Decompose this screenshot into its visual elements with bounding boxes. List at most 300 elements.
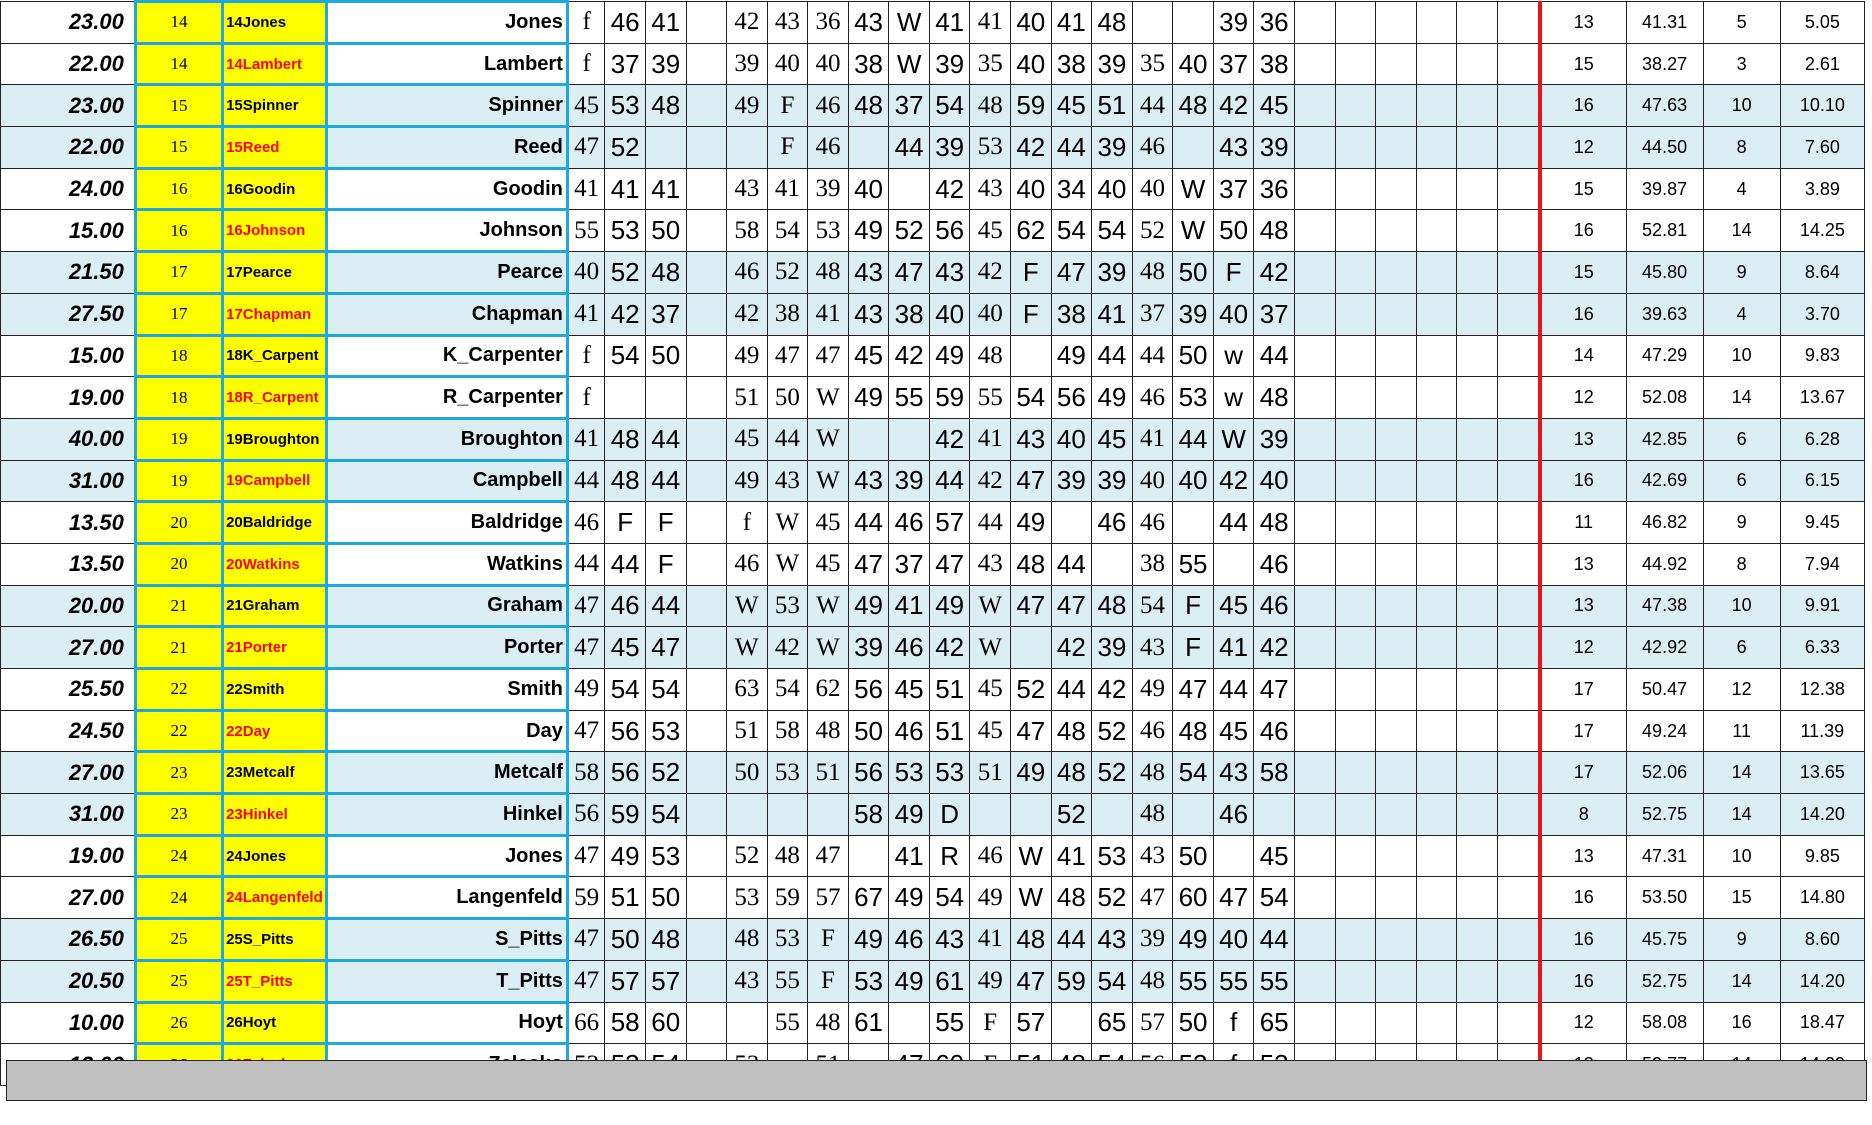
index-cell[interactable]: 14.80 (1780, 877, 1864, 919)
rank-cell[interactable]: 9 (1703, 252, 1780, 294)
score-cell[interactable] (1335, 43, 1376, 85)
player-code-cell[interactable]: 14Jones (223, 2, 326, 44)
score-cell[interactable]: 57 (808, 877, 849, 919)
score-cell[interactable] (1335, 460, 1376, 502)
score-cell[interactable] (686, 710, 727, 752)
rank-cell[interactable]: 6 (1703, 627, 1780, 669)
score-cell[interactable] (1173, 794, 1214, 836)
score-cell[interactable]: 40 (1213, 919, 1254, 961)
score-cell[interactable]: 46 (808, 85, 849, 127)
handicap-cell[interactable]: 22.00 (1, 127, 136, 169)
score-cell[interactable]: 58 (605, 1002, 646, 1044)
score-cell[interactable] (1416, 127, 1457, 169)
player-code-cell[interactable]: 14Lambert (223, 43, 326, 85)
average-cell[interactable]: 42.92 (1626, 627, 1703, 669)
score-cell[interactable] (686, 335, 727, 377)
score-cell[interactable]: 53 (929, 752, 970, 794)
score-cell[interactable]: 59 (605, 794, 646, 836)
score-cell[interactable]: 43 (1213, 127, 1254, 169)
score-cell[interactable] (1416, 293, 1457, 335)
score-cell[interactable] (645, 127, 686, 169)
score-cell[interactable] (1497, 835, 1540, 877)
score-cell[interactable]: 48 (1011, 919, 1052, 961)
average-cell[interactable]: 44.92 (1626, 543, 1703, 585)
score-cell[interactable]: 65 (1254, 1002, 1295, 1044)
score-cell[interactable]: 49 (727, 460, 768, 502)
player-name-cell[interactable]: Chapman (326, 293, 567, 335)
score-cell[interactable] (1497, 585, 1540, 627)
score-cell[interactable] (1173, 502, 1214, 544)
score-cell[interactable]: 51 (929, 669, 970, 711)
score-cell[interactable]: 47 (889, 252, 930, 294)
score-cell[interactable]: 39 (1254, 127, 1295, 169)
score-cell[interactable]: 53 (889, 752, 930, 794)
score-cell[interactable] (1294, 210, 1335, 252)
index-cell[interactable]: 5.05 (1780, 2, 1864, 44)
player-name-cell[interactable]: Porter (326, 627, 567, 669)
score-cell[interactable]: 54 (1173, 752, 1214, 794)
score-cell[interactable]: 55 (889, 377, 930, 419)
score-cell[interactable]: 49 (727, 335, 768, 377)
index-cell[interactable]: 13.65 (1780, 752, 1864, 794)
score-cell[interactable] (1335, 835, 1376, 877)
player-name-cell[interactable]: Pearce (326, 252, 567, 294)
score-cell[interactable]: 54 (767, 669, 808, 711)
score-cell[interactable]: 44 (1213, 502, 1254, 544)
score-cell[interactable] (1457, 418, 1498, 460)
score-cell[interactable]: f (567, 377, 605, 419)
score-cell[interactable]: 49 (1092, 377, 1133, 419)
score-cell[interactable]: 42 (767, 627, 808, 669)
score-cell[interactable]: 49 (1011, 502, 1052, 544)
average-cell[interactable]: 44.50 (1626, 127, 1703, 169)
score-cell[interactable]: 54 (929, 877, 970, 919)
rank-cell[interactable]: 16 (1703, 1002, 1780, 1044)
score-cell[interactable]: 50 (1173, 335, 1214, 377)
player-code-cell[interactable]: 16Goodin (223, 168, 326, 210)
score-cell[interactable]: 40 (1173, 43, 1214, 85)
score-cell[interactable]: 48 (808, 710, 849, 752)
score-cell[interactable]: 39 (929, 43, 970, 85)
score-cell[interactable]: 41 (808, 293, 849, 335)
score-cell[interactable] (1457, 335, 1498, 377)
average-cell[interactable]: 46.82 (1626, 502, 1703, 544)
score-cell[interactable]: 49 (848, 919, 889, 961)
score-cell[interactable]: W (1173, 210, 1214, 252)
score-cell[interactable]: W (767, 502, 808, 544)
player-code-cell[interactable]: 15Reed (223, 127, 326, 169)
player-code-cell[interactable]: 21Porter (223, 627, 326, 669)
team-number-cell[interactable]: 22 (135, 669, 222, 711)
team-number-cell[interactable]: 18 (135, 335, 222, 377)
rounds-played-cell[interactable]: 12 (1540, 127, 1626, 169)
score-cell[interactable]: 43 (848, 460, 889, 502)
score-cell[interactable] (1497, 752, 1540, 794)
score-cell[interactable]: W (970, 585, 1011, 627)
score-cell[interactable] (1457, 127, 1498, 169)
score-cell[interactable] (686, 627, 727, 669)
score-cell[interactable]: 47 (808, 835, 849, 877)
score-cell[interactable]: 44 (1092, 335, 1133, 377)
rank-cell[interactable]: 10 (1703, 835, 1780, 877)
score-cell[interactable]: 44 (1254, 335, 1295, 377)
score-cell[interactable]: 40 (1051, 418, 1092, 460)
score-cell[interactable]: W (767, 543, 808, 585)
score-cell[interactable]: 51 (929, 710, 970, 752)
handicap-cell[interactable]: 24.00 (1, 168, 136, 210)
score-cell[interactable]: 50 (1213, 210, 1254, 252)
player-name-cell[interactable]: K_Carpenter (326, 335, 567, 377)
score-cell[interactable] (1457, 543, 1498, 585)
index-cell[interactable]: 6.15 (1780, 460, 1864, 502)
score-cell[interactable]: 52 (1092, 752, 1133, 794)
score-cell[interactable]: 45 (970, 210, 1011, 252)
score-cell[interactable] (1457, 960, 1498, 1002)
score-cell[interactable]: 47 (567, 627, 605, 669)
player-code-cell[interactable]: 24Jones (223, 835, 326, 877)
score-cell[interactable]: W (727, 585, 768, 627)
score-cell[interactable]: F (767, 127, 808, 169)
score-cell[interactable] (1294, 543, 1335, 585)
score-cell[interactable]: 53 (808, 210, 849, 252)
average-cell[interactable]: 52.75 (1626, 960, 1703, 1002)
score-cell[interactable] (1457, 1002, 1498, 1044)
score-cell[interactable] (1376, 752, 1417, 794)
handicap-cell[interactable]: 15.00 (1, 335, 136, 377)
score-cell[interactable] (1294, 794, 1335, 836)
score-cell[interactable]: 54 (767, 210, 808, 252)
score-cell[interactable]: 54 (1092, 960, 1133, 1002)
score-cell[interactable] (1335, 585, 1376, 627)
score-cell[interactable]: 58 (767, 710, 808, 752)
score-cell[interactable]: 53 (605, 85, 646, 127)
score-cell[interactable]: 48 (970, 335, 1011, 377)
team-number-cell[interactable]: 23 (135, 752, 222, 794)
score-cell[interactable]: 47 (1011, 960, 1052, 1002)
score-cell[interactable] (686, 543, 727, 585)
score-cell[interactable] (1294, 43, 1335, 85)
score-cell[interactable] (1376, 794, 1417, 836)
score-cell[interactable]: 48 (645, 252, 686, 294)
score-cell[interactable]: 50 (727, 752, 768, 794)
player-name-cell[interactable]: Hinkel (326, 794, 567, 836)
score-cell[interactable]: 40 (1132, 168, 1173, 210)
score-cell[interactable] (1294, 752, 1335, 794)
player-name-cell[interactable]: Lambert (326, 43, 567, 85)
score-cell[interactable]: 39 (1092, 43, 1133, 85)
index-cell[interactable]: 2.61 (1780, 43, 1864, 85)
rounds-played-cell[interactable]: 13 (1540, 418, 1626, 460)
score-cell[interactable] (1416, 43, 1457, 85)
score-cell[interactable]: 49 (1132, 669, 1173, 711)
score-cell[interactable]: 47 (1132, 877, 1173, 919)
index-cell[interactable]: 9.85 (1780, 835, 1864, 877)
score-cell[interactable]: 43 (1213, 752, 1254, 794)
score-cell[interactable]: 42 (1254, 252, 1295, 294)
score-cell[interactable] (1457, 502, 1498, 544)
score-cell[interactable]: 46 (605, 585, 646, 627)
score-cell[interactable]: 56 (848, 752, 889, 794)
team-number-cell[interactable]: 20 (135, 543, 222, 585)
average-cell[interactable]: 47.29 (1626, 335, 1703, 377)
player-code-cell[interactable]: 19Broughton (223, 418, 326, 460)
score-cell[interactable] (1416, 210, 1457, 252)
score-cell[interactable]: 37 (1132, 293, 1173, 335)
score-cell[interactable]: 47 (1011, 585, 1052, 627)
score-cell[interactable]: 43 (1011, 418, 1052, 460)
rank-cell[interactable]: 8 (1703, 543, 1780, 585)
score-cell[interactable]: 45 (1092, 418, 1133, 460)
rank-cell[interactable]: 5 (1703, 2, 1780, 44)
handicap-cell[interactable]: 27.50 (1, 293, 136, 335)
average-cell[interactable]: 50.47 (1626, 669, 1703, 711)
score-cell[interactable]: W (808, 585, 849, 627)
player-code-cell[interactable]: 23Hinkel (223, 794, 326, 836)
team-number-cell[interactable]: 22 (135, 710, 222, 752)
score-cell[interactable]: 44 (848, 502, 889, 544)
score-cell[interactable] (1335, 877, 1376, 919)
handicap-cell[interactable]: 27.00 (1, 877, 136, 919)
score-cell[interactable] (1294, 293, 1335, 335)
score-cell[interactable] (1376, 168, 1417, 210)
score-cell[interactable]: W (1011, 877, 1052, 919)
score-cell[interactable] (889, 418, 930, 460)
score-cell[interactable] (1416, 502, 1457, 544)
player-code-cell[interactable]: 18K_Carpent (223, 335, 326, 377)
rank-cell[interactable]: 10 (1703, 85, 1780, 127)
score-cell[interactable]: 56 (605, 752, 646, 794)
rank-cell[interactable]: 4 (1703, 168, 1780, 210)
score-cell[interactable] (1497, 669, 1540, 711)
score-cell[interactable] (1294, 710, 1335, 752)
score-cell[interactable] (1376, 43, 1417, 85)
score-cell[interactable] (1497, 293, 1540, 335)
score-cell[interactable] (1457, 877, 1498, 919)
handicap-cell[interactable]: 21.50 (1, 252, 136, 294)
score-cell[interactable]: 45 (808, 502, 849, 544)
rounds-played-cell[interactable]: 13 (1540, 585, 1626, 627)
score-cell[interactable]: 47 (567, 585, 605, 627)
score-cell[interactable]: 44 (889, 127, 930, 169)
score-cell[interactable]: 51 (808, 752, 849, 794)
handicap-cell[interactable]: 40.00 (1, 418, 136, 460)
rank-cell[interactable]: 9 (1703, 919, 1780, 961)
score-cell[interactable]: 47 (1011, 460, 1052, 502)
score-cell[interactable]: 44 (1051, 127, 1092, 169)
score-cell[interactable] (1294, 85, 1335, 127)
score-cell[interactable]: 62 (1011, 210, 1052, 252)
score-cell[interactable]: 57 (929, 502, 970, 544)
score-cell[interactable] (686, 127, 727, 169)
score-cell[interactable]: 46 (889, 919, 930, 961)
average-cell[interactable]: 52.06 (1626, 752, 1703, 794)
score-cell[interactable] (727, 127, 768, 169)
score-cell[interactable]: 45 (808, 543, 849, 585)
score-cell[interactable] (848, 835, 889, 877)
score-cell[interactable]: 61 (848, 1002, 889, 1044)
score-cell[interactable]: 52 (767, 252, 808, 294)
score-cell[interactable]: W (1011, 835, 1052, 877)
score-cell[interactable]: 46 (1132, 710, 1173, 752)
team-number-cell[interactable]: 26 (135, 1002, 222, 1044)
score-cell[interactable]: 42 (727, 2, 768, 44)
score-cell[interactable]: 50 (1173, 252, 1214, 294)
score-cell[interactable] (848, 127, 889, 169)
rounds-played-cell[interactable]: 8 (1540, 794, 1626, 836)
score-cell[interactable]: F (1173, 627, 1214, 669)
score-cell[interactable] (889, 168, 930, 210)
score-cell[interactable]: 35 (1132, 43, 1173, 85)
score-cell[interactable]: 46 (970, 835, 1011, 877)
score-cell[interactable]: 53 (848, 960, 889, 1002)
average-cell[interactable]: 42.85 (1626, 418, 1703, 460)
score-cell[interactable]: R (929, 835, 970, 877)
score-cell[interactable] (1416, 752, 1457, 794)
score-cell[interactable]: W (889, 43, 930, 85)
score-cell[interactable]: W (808, 460, 849, 502)
score-cell[interactable] (1416, 794, 1457, 836)
score-cell[interactable] (1335, 1002, 1376, 1044)
score-cell[interactable]: 42 (1011, 127, 1052, 169)
score-cell[interactable]: 47 (808, 335, 849, 377)
average-cell[interactable]: 47.63 (1626, 85, 1703, 127)
score-cell[interactable]: 54 (1092, 210, 1133, 252)
score-cell[interactable] (1416, 585, 1457, 627)
score-cell[interactable] (808, 794, 849, 836)
player-code-cell[interactable]: 20Watkins (223, 543, 326, 585)
score-cell[interactable]: 47 (1051, 585, 1092, 627)
score-cell[interactable]: 45 (1051, 85, 1092, 127)
score-cell[interactable]: 43 (1132, 835, 1173, 877)
score-cell[interactable]: 39 (1213, 2, 1254, 44)
score-cell[interactable]: 39 (929, 127, 970, 169)
score-cell[interactable]: 47 (645, 627, 686, 669)
score-cell[interactable] (1213, 543, 1254, 585)
rounds-played-cell[interactable]: 12 (1540, 1002, 1626, 1044)
score-cell[interactable] (686, 252, 727, 294)
score-cell[interactable] (1092, 543, 1133, 585)
rank-cell[interactable]: 14 (1703, 794, 1780, 836)
score-cell[interactable]: 42 (929, 418, 970, 460)
score-cell[interactable]: 53 (645, 835, 686, 877)
score-cell[interactable] (1294, 168, 1335, 210)
index-cell[interactable]: 9.91 (1780, 585, 1864, 627)
score-cell[interactable]: 40 (1092, 168, 1133, 210)
score-cell[interactable]: 40 (848, 168, 889, 210)
score-cell[interactable] (686, 210, 727, 252)
score-cell[interactable] (1497, 43, 1540, 85)
score-cell[interactable] (1173, 127, 1214, 169)
score-cell[interactable]: 47 (1213, 877, 1254, 919)
score-cell[interactable]: 48 (1173, 710, 1214, 752)
score-cell[interactable]: 40 (808, 43, 849, 85)
score-cell[interactable]: 52 (605, 252, 646, 294)
rounds-played-cell[interactable]: 13 (1540, 543, 1626, 585)
handicap-cell[interactable]: 13.50 (1, 502, 136, 544)
score-cell[interactable] (1294, 835, 1335, 877)
rounds-played-cell[interactable]: 13 (1540, 2, 1626, 44)
index-cell[interactable]: 11.39 (1780, 710, 1864, 752)
score-cell[interactable] (1335, 85, 1376, 127)
score-cell[interactable] (1376, 960, 1417, 1002)
score-cell[interactable]: 55 (767, 960, 808, 1002)
score-cell[interactable]: 56 (1051, 377, 1092, 419)
score-cell[interactable]: 48 (1132, 960, 1173, 1002)
score-cell[interactable]: 40 (1173, 460, 1214, 502)
score-cell[interactable]: 37 (889, 543, 930, 585)
score-cell[interactable] (1376, 252, 1417, 294)
score-cell[interactable]: 45 (889, 669, 930, 711)
score-cell[interactable] (645, 377, 686, 419)
score-cell[interactable]: 35 (970, 43, 1011, 85)
score-cell[interactable] (686, 752, 727, 794)
score-cell[interactable]: 50 (1173, 1002, 1214, 1044)
score-cell[interactable]: 39 (848, 627, 889, 669)
score-cell[interactable]: 41 (889, 835, 930, 877)
score-cell[interactable]: 50 (848, 710, 889, 752)
score-cell[interactable] (1335, 127, 1376, 169)
index-cell[interactable]: 14.25 (1780, 210, 1864, 252)
team-number-cell[interactable]: 24 (135, 835, 222, 877)
score-cell[interactable] (1294, 335, 1335, 377)
score-cell[interactable]: 44 (645, 585, 686, 627)
score-cell[interactable]: 39 (808, 168, 849, 210)
score-cell[interactable]: 46 (808, 127, 849, 169)
score-cell[interactable]: 36 (808, 2, 849, 44)
score-cell[interactable] (1335, 293, 1376, 335)
score-cell[interactable]: 58 (1254, 752, 1295, 794)
score-cell[interactable] (1335, 210, 1376, 252)
rank-cell[interactable]: 6 (1703, 460, 1780, 502)
score-cell[interactable] (1335, 2, 1376, 44)
team-number-cell[interactable]: 17 (135, 293, 222, 335)
score-cell[interactable] (1457, 710, 1498, 752)
score-cell[interactable]: W (808, 418, 849, 460)
score-cell[interactable]: W (1173, 168, 1214, 210)
score-cell[interactable]: 43 (929, 919, 970, 961)
team-number-cell[interactable]: 17 (135, 252, 222, 294)
score-cell[interactable] (1376, 835, 1417, 877)
handicap-cell[interactable]: 27.00 (1, 752, 136, 794)
score-cell[interactable]: 48 (1092, 585, 1133, 627)
score-cell[interactable] (1335, 377, 1376, 419)
team-number-cell[interactable]: 25 (135, 960, 222, 1002)
score-cell[interactable]: 42 (1254, 627, 1295, 669)
score-cell[interactable]: 45 (605, 627, 646, 669)
score-cell[interactable] (1376, 585, 1417, 627)
score-cell[interactable]: 40 (1011, 2, 1052, 44)
score-cell[interactable]: F (808, 919, 849, 961)
score-cell[interactable] (1051, 502, 1092, 544)
index-cell[interactable]: 12.38 (1780, 669, 1864, 711)
score-cell[interactable] (1132, 2, 1173, 44)
score-cell[interactable]: f (1213, 1002, 1254, 1044)
score-cell[interactable] (1457, 794, 1498, 836)
score-cell[interactable]: 48 (727, 919, 768, 961)
rank-cell[interactable]: 6 (1703, 418, 1780, 460)
score-cell[interactable]: 44 (929, 460, 970, 502)
score-cell[interactable]: 46 (1254, 543, 1295, 585)
score-cell[interactable]: 44 (1173, 418, 1214, 460)
score-cell[interactable] (1376, 293, 1417, 335)
score-cell[interactable]: 67 (848, 877, 889, 919)
score-cell[interactable]: 49 (970, 877, 1011, 919)
score-cell[interactable]: 54 (1132, 585, 1173, 627)
handicap-cell[interactable]: 15.00 (1, 210, 136, 252)
score-cell[interactable]: 41 (645, 2, 686, 44)
score-cell[interactable]: 41 (1051, 835, 1092, 877)
score-cell[interactable]: 41 (970, 418, 1011, 460)
